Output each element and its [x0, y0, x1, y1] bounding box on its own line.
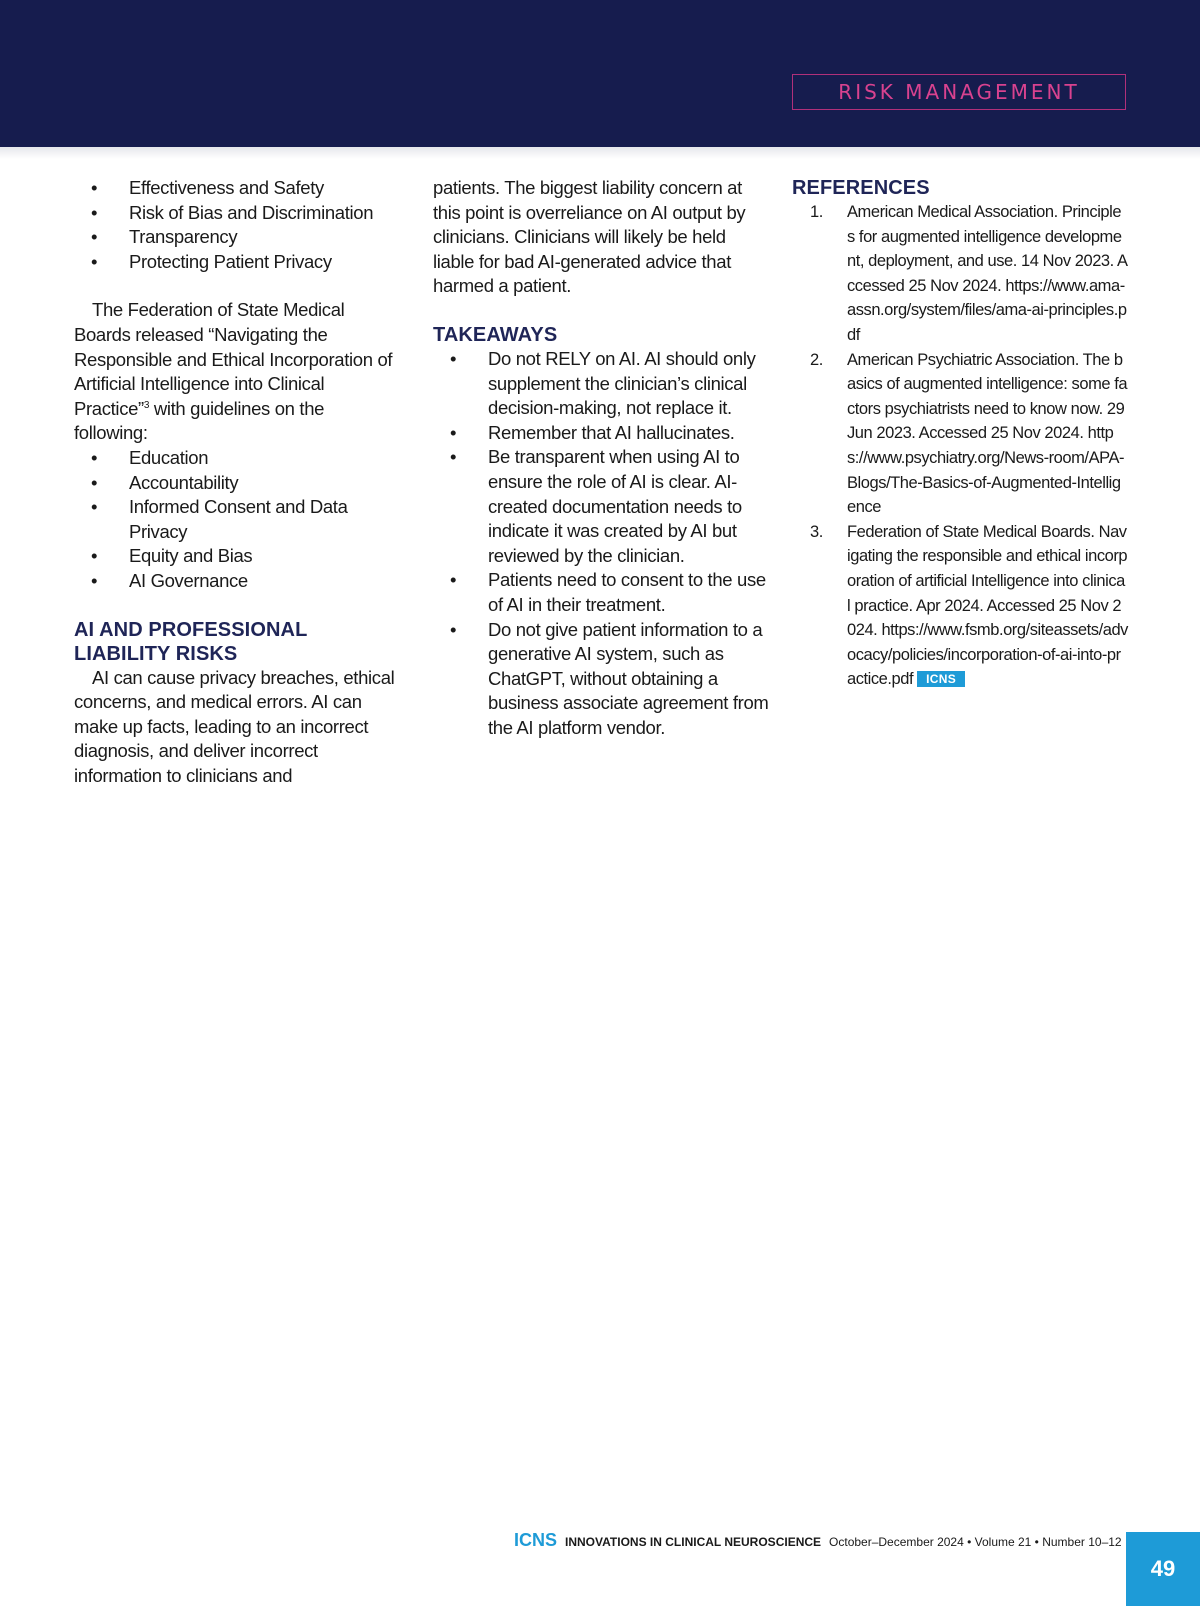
list-item-text: Effectiveness and Safety [129, 177, 324, 198]
reference-item [792, 348, 1128, 520]
list-item [433, 445, 769, 568]
list-item [433, 618, 769, 741]
column-1 [74, 176, 402, 788]
references-list [792, 200, 1128, 692]
list-item-text: Do not RELY on AI. AI should only supplement the clinician’s clinical decision-making, not replace it. [488, 347, 756, 419]
bullet-icon: • [91, 446, 98, 468]
list-item [74, 471, 402, 496]
bullet-list-top [74, 176, 402, 274]
header-shadow [0, 147, 1200, 159]
fsmb-paragraph [74, 298, 402, 446]
list-item-text: Protecting Patient Privacy [129, 250, 332, 272]
list-item [433, 421, 769, 446]
list-item-text: Informed Consent and Data Privacy [129, 496, 348, 542]
journal-title: INNOVATIONS IN CLINICAL NEUROSCIENCE [565, 1535, 822, 1549]
reference-text: American Psychiatric Association. The basics of augmented intelligence: some factors psychiatrists need to know now. 29 Jun 2023. Accessed 25 Nov 2024. https://www.psychiatry.org/News-room/APA-Blogs/The-Basics-of-Augmented-Intelligence [847, 350, 1128, 517]
list-item [74, 495, 402, 544]
list-item [74, 176, 402, 201]
bullet-icon: • [91, 569, 98, 591]
bullet-icon: • [450, 618, 457, 640]
reference-number: 1. [810, 203, 823, 221]
end-of-article-tag: ICNS [917, 671, 965, 687]
continuation-paragraph: patients. The biggest liability concern at this point is overreliance on AI output by clinicians. Clinicians will likely be held liable for bad AI-generated advice that harmed a patient. [433, 177, 746, 297]
references-heading: REFERENCES [792, 177, 930, 199]
bullet-icon: • [91, 471, 98, 493]
reference-number: 2. [810, 350, 823, 369]
list-item [74, 225, 402, 250]
section-label-box [792, 74, 1126, 110]
reference-number: 3. [810, 522, 823, 541]
risks-paragraph: AI can cause privacy breaches, ethical concerns, and medical errors. AI can make up facts, leading to an incorrect diagnosis, and deliver incorrect information to clinicians and [74, 666, 395, 786]
bullet-icon: • [450, 421, 457, 443]
journal-logo: ICNS [514, 1530, 558, 1550]
spacer [74, 594, 402, 618]
bullet-icon: • [91, 496, 98, 518]
list-item-text: Accountability [129, 471, 239, 493]
bullet-icon: • [91, 177, 98, 198]
column-3 [792, 176, 1128, 692]
section-label: RISK MANAGEMENT [838, 80, 1080, 104]
list-item [74, 446, 402, 471]
list-item-text: Equity and Bias [129, 545, 253, 567]
list-item-text: AI Governance [129, 569, 248, 591]
list-item-text: Education [129, 446, 209, 468]
bullet-icon: • [91, 226, 98, 248]
section-heading: AI AND PROFESSIONAL LIABILITY RISKS [74, 618, 308, 665]
list-item-text: Remember that AI hallucinates. [488, 421, 735, 443]
spacer [74, 274, 402, 298]
list-item-text: Transparency [129, 226, 238, 248]
bullet-icon: • [450, 347, 457, 369]
fsmb-paragraph-text: The Federation of State Medical Boards released “Navigating the Responsible and Ethical Incorporation of Artificial Intelligence into Clinical Practice” [74, 299, 393, 419]
bullet-icon: • [91, 201, 98, 223]
reference-item [792, 200, 1128, 348]
list-item-text: Patients need to consent to the use of AI in their treatment. [488, 569, 766, 615]
takeaways-heading: TAKEAWAYS [433, 323, 558, 346]
list-item-text: Do not give patient information to a generative AI system, such as ChatGPT, without obtaining a business associate agreement from the AI platform vendor. [488, 618, 769, 738]
list-item-text: Be transparent when using AI to ensure the role of AI is clear. AI-created documentation needs to indicate it was created by AI but reviewed by the clinician. [488, 446, 742, 566]
bullet-list-fsmb [74, 446, 402, 594]
fsmb-paragraph-text-end: with guidelines on the following: [74, 397, 325, 444]
takeaways-list [433, 347, 769, 741]
list-item [74, 250, 402, 275]
citation-superscript: 3 [143, 399, 150, 411]
reference-item [792, 520, 1128, 692]
page-number-box [1126, 1532, 1200, 1606]
list-item-text: Risk of Bias and Discrimination [129, 201, 374, 223]
bullet-icon: • [450, 569, 457, 591]
bullet-icon: • [91, 250, 98, 272]
list-item [74, 544, 402, 569]
list-item [74, 201, 402, 226]
list-item [433, 347, 769, 421]
column-2 [433, 176, 769, 740]
page-number: 49 [1150, 1556, 1176, 1581]
spacer [433, 299, 769, 323]
reference-text: Federation of State Medical Boards. Navigating the responsible and ethical incorporation of artificial Intelligence into clinical practice. Apr 2024. Accessed 25 Nov 2024. https://www.fsmb.org/siteassets/advocacy/policies/incorporation-of-ai-into-practice.pdf [847, 522, 1128, 689]
reference-text: American Medical Association. Principles for augmented intelligence development, deployment, and use. 14 Nov 2023. Accessed 25 Nov 2024. https://www.ama-assn.org/system/files/ama-ai-principles.pdf [847, 203, 1128, 344]
bullet-icon: • [91, 545, 98, 567]
issue-info: October–December 2024 • Volume 21 • Number 10–12 [829, 1535, 1122, 1549]
footer [514, 1530, 1122, 1554]
list-item [74, 569, 402, 594]
bullet-icon: • [450, 446, 457, 468]
list-item [433, 568, 769, 617]
